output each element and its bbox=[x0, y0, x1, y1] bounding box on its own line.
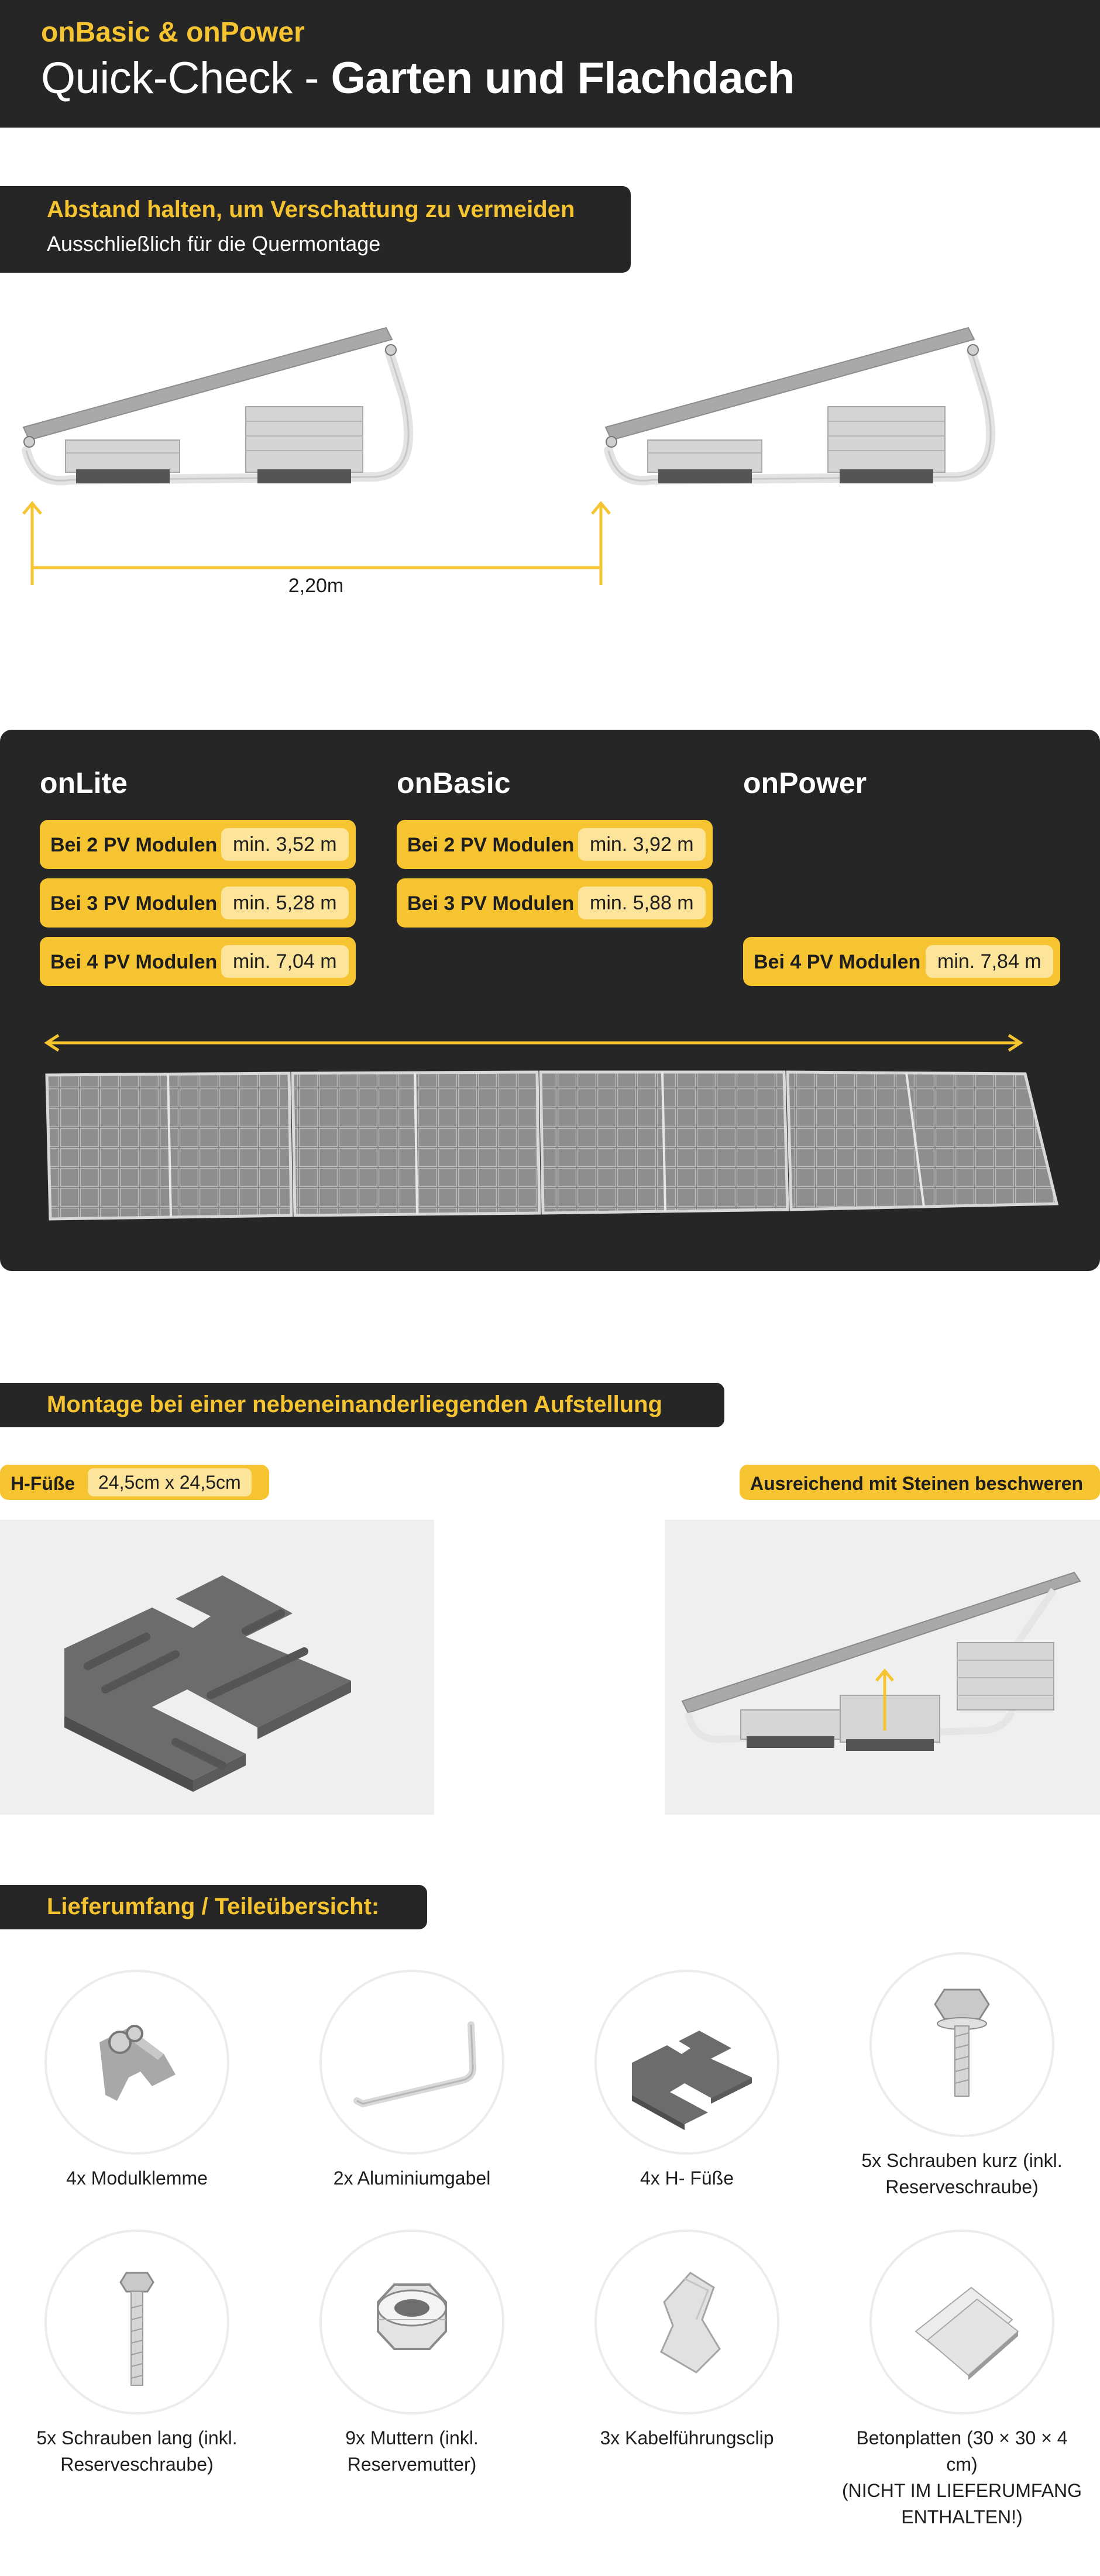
distance-label: 2,20m bbox=[288, 575, 344, 597]
length-row-label: Bei 3 PV Modulen bbox=[407, 892, 575, 915]
h-foot-image bbox=[0, 1520, 434, 1815]
h-foot-size-tag bbox=[0, 1465, 269, 1500]
part-item bbox=[564, 2230, 810, 2475]
length-row-label: Bei 4 PV Modulen bbox=[754, 951, 921, 973]
length-row bbox=[743, 937, 1060, 986]
length-row-label: Bei 4 PV Modulen bbox=[50, 951, 218, 973]
montage-heading: Montage bei einer nebeneinanderliegenden Aufstellung bbox=[47, 1392, 662, 1417]
module-clamp-icon bbox=[47, 1972, 227, 2152]
column-title-onpower: onPower bbox=[743, 767, 867, 799]
short-screw-icon bbox=[872, 1955, 1052, 2135]
length-row-value: min. 3,52 m bbox=[221, 828, 349, 861]
h-foot-label: H-Füße bbox=[11, 1473, 75, 1494]
column-title-onlite: onLite bbox=[40, 767, 128, 799]
part-caption: 4x Modulklemme bbox=[66, 2168, 208, 2189]
part-caption: 3x Kabelführungsclip bbox=[600, 2427, 774, 2448]
length-row-value: min. 5,28 m bbox=[221, 887, 349, 919]
column-title-onbasic: onBasic bbox=[397, 767, 511, 799]
length-row-value: min. 7,84 m bbox=[926, 945, 1053, 978]
pv-module bbox=[541, 1072, 788, 1213]
part-circle bbox=[869, 2230, 1054, 2414]
parts-heading: Lieferumfang / Teileübersicht: bbox=[47, 1894, 380, 1919]
mount-row-illustration bbox=[0, 310, 1100, 591]
montage-heading-box bbox=[0, 1383, 724, 1427]
h-foot-icon bbox=[0, 1520, 434, 1815]
spacing-subheading: Ausschließlich für die Quermontage bbox=[47, 232, 381, 256]
part-caption: Betonplatten (30 × 30 × 4 cm) (NICHT IM LIEFERUMFANG ENTHALTEN!) bbox=[841, 2427, 1082, 2527]
spacing-heading-box bbox=[0, 186, 631, 273]
page-header bbox=[0, 0, 1100, 128]
part-caption: 5x Schrauben kurz (inkl. Reserveschraube) bbox=[861, 2150, 1063, 2197]
solar-array-illustration bbox=[0, 730, 1100, 1271]
nut-icon bbox=[322, 2232, 502, 2412]
length-row-value: min. 5,88 m bbox=[578, 887, 706, 919]
h-foot-icon bbox=[597, 1972, 777, 2152]
part-circle bbox=[44, 1970, 229, 2155]
long-screw-icon bbox=[47, 2232, 227, 2412]
title-light: Quick-Check - bbox=[41, 53, 331, 103]
part-caption: 9x Muttern (inkl. Reservemutter) bbox=[345, 2427, 479, 2475]
aluminium-fork-icon bbox=[322, 1972, 502, 2152]
cable-clip-icon bbox=[597, 2232, 777, 2412]
length-row-label: Bei 2 PV Modulen bbox=[50, 834, 218, 856]
weight-note-tag bbox=[740, 1465, 1100, 1500]
part-circle bbox=[319, 1970, 504, 2155]
part-item bbox=[839, 2230, 1085, 2527]
part-caption: 2x Aluminiumgabel bbox=[333, 2168, 491, 2189]
part-circle bbox=[869, 1952, 1054, 2137]
h-foot-size: 24,5cm x 24,5cm bbox=[88, 1468, 252, 1496]
page-title bbox=[41, 53, 795, 104]
length-row bbox=[40, 937, 356, 986]
part-circle bbox=[44, 2230, 229, 2414]
part-item bbox=[289, 2230, 535, 2475]
length-row-value: min. 7,04 m bbox=[221, 945, 349, 978]
part-caption: 5x Schrauben lang (inkl. Reserveschraube) bbox=[36, 2427, 238, 2475]
part-circle bbox=[319, 2230, 504, 2414]
weight-note: Ausreichend mit Steinen beschweren bbox=[750, 1473, 1084, 1494]
part-item bbox=[14, 2230, 260, 2475]
part-item bbox=[289, 1970, 535, 2204]
pv-module bbox=[47, 1073, 291, 1219]
length-row-label: Bei 2 PV Modulen bbox=[407, 834, 575, 856]
concrete-slab-icon bbox=[872, 2232, 1052, 2412]
weighted-mount-image bbox=[665, 1520, 1100, 1815]
length-row bbox=[40, 878, 356, 928]
length-row bbox=[397, 878, 713, 928]
product-kicker: onBasic & onPower bbox=[41, 17, 305, 48]
length-row bbox=[40, 820, 356, 869]
part-item bbox=[564, 1970, 810, 2204]
part-circle bbox=[594, 2230, 779, 2414]
weighted-mount-icon bbox=[665, 1520, 1100, 1815]
part-circle bbox=[594, 1970, 779, 2155]
part-item bbox=[839, 1952, 1085, 2204]
length-row-value: min. 3,92 m bbox=[578, 828, 706, 861]
spacing-heading: Abstand halten, um Verschattung zu vermeiden bbox=[47, 197, 575, 222]
length-row bbox=[397, 820, 713, 869]
parts-heading-box bbox=[0, 1885, 427, 1929]
lengths-panel bbox=[0, 730, 1100, 1271]
spacing-illustration bbox=[0, 310, 1100, 597]
pv-module bbox=[788, 1072, 1057, 1210]
part-caption: 4x H- Füße bbox=[640, 2168, 734, 2189]
part-item bbox=[14, 1970, 260, 2204]
length-row-label: Bei 3 PV Modulen bbox=[50, 892, 218, 915]
pv-module bbox=[293, 1072, 539, 1215]
title-bold: Garten und Flachdach bbox=[331, 53, 795, 103]
